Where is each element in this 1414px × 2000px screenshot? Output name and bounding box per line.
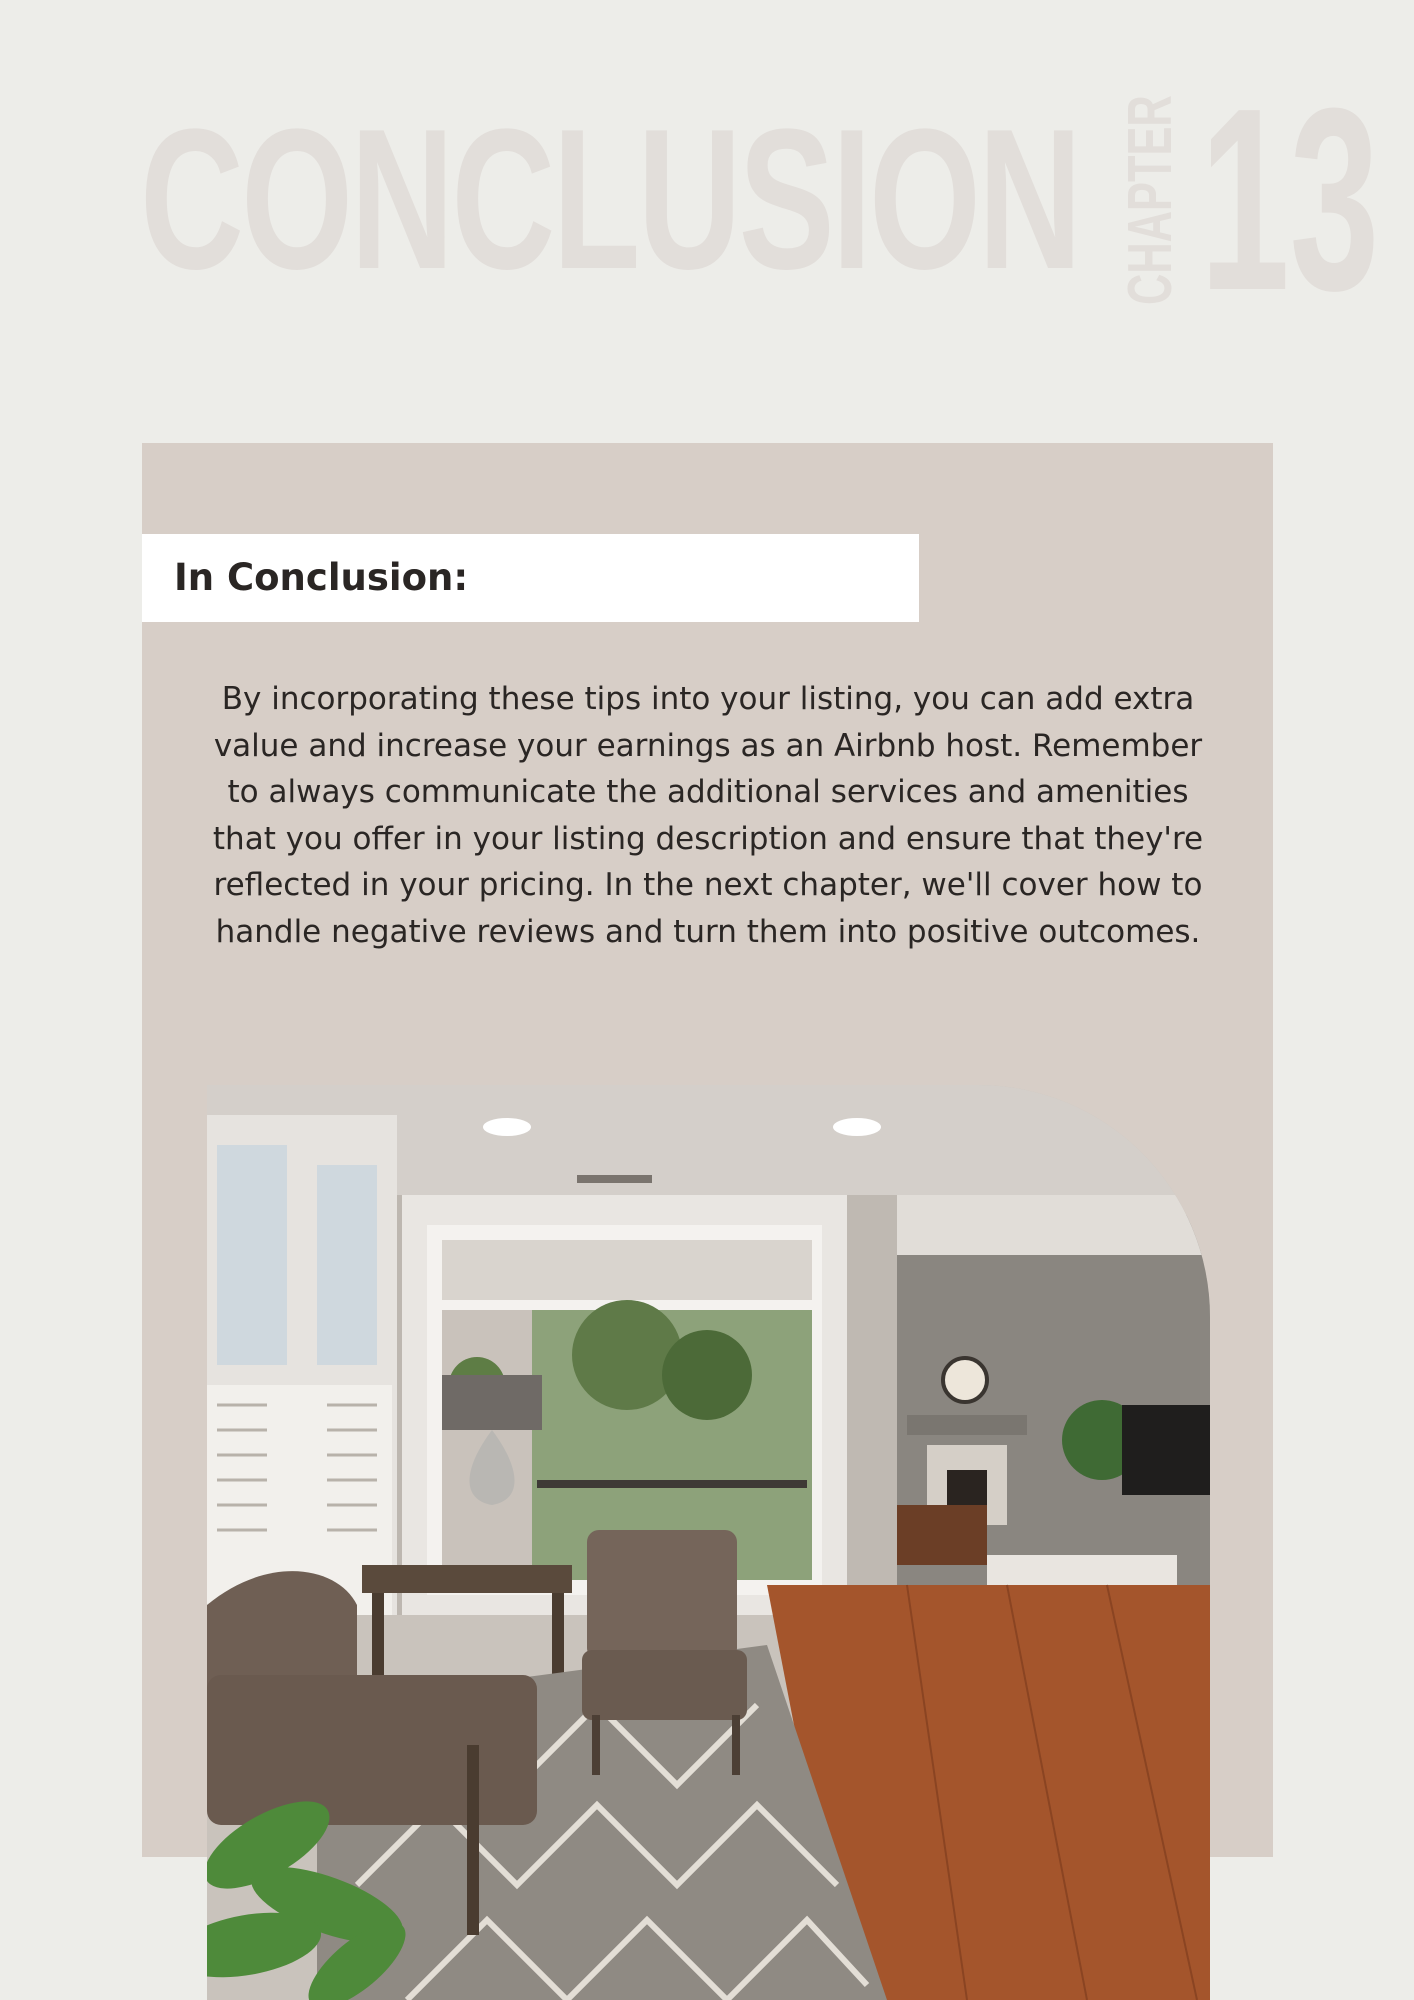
living-room-photo bbox=[207, 1085, 1210, 2000]
background-title: CONCLUSION bbox=[140, 88, 1080, 311]
section-heading: In Conclusion: bbox=[174, 556, 469, 599]
heading-bar bbox=[142, 534, 919, 622]
chapter-label: CHAPTER bbox=[1116, 95, 1185, 305]
living-room-illustration bbox=[207, 1085, 1210, 2000]
chapter-number: 13 bbox=[1200, 55, 1380, 345]
section-body: By incorporating these tips into your listing, you can add extra value and increase your earnings as an Airbnb host. Remember to always communicate the additional services and amenities that you offer in your listing description and ensure that they're reflected in your pricing. In the next chapter, we'll cover how to handle negative reviews and turn them into positive outcomes. bbox=[212, 681, 1204, 950]
